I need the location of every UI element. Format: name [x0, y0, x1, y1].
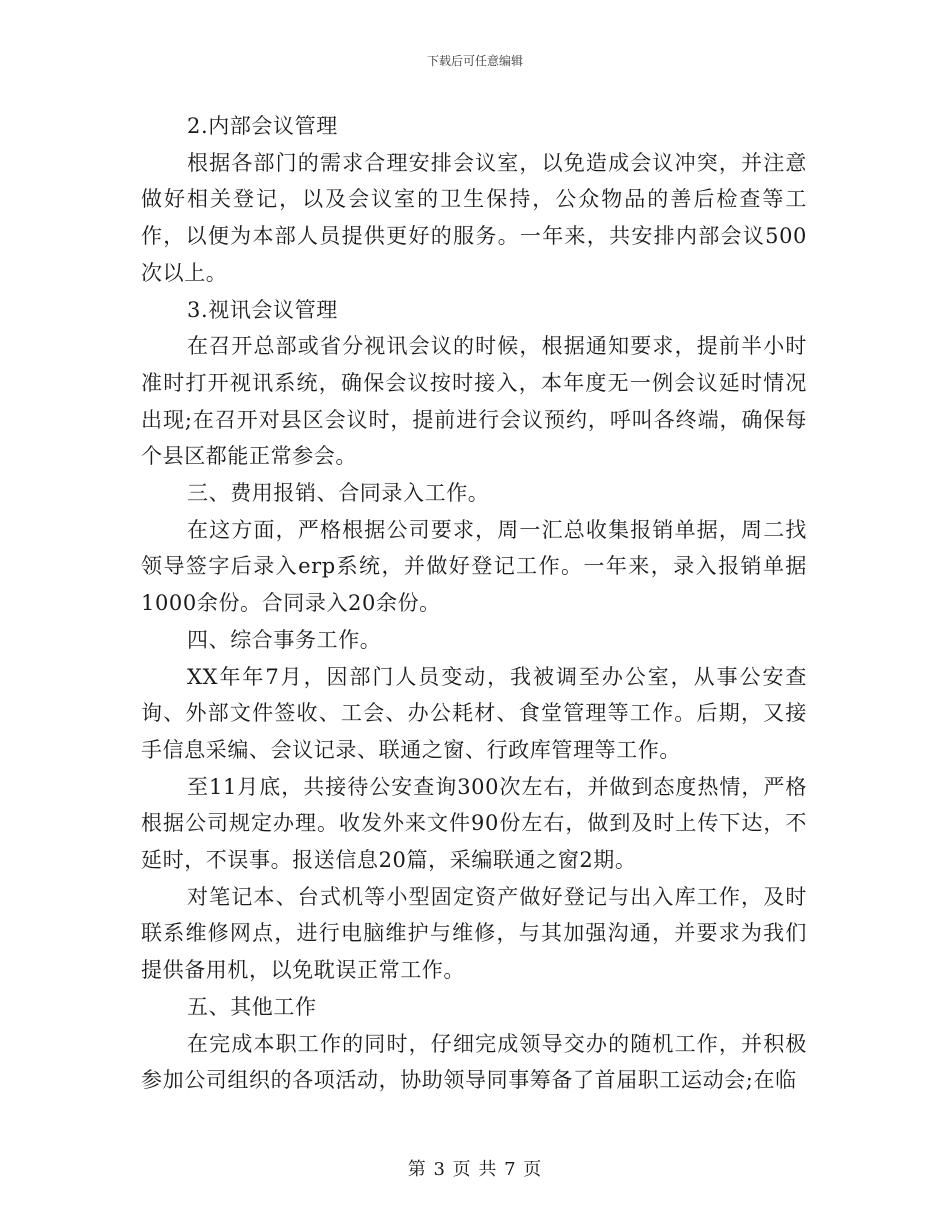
document-body: [141, 108, 807, 1099]
paragraph-general-affairs-3: 对笔记本、台式机等小型固定资产做好登记与出入库工作，及时联系维修网点，进行电脑维护与维修，与其加强沟通，并要求为我们提供备用机，以免耽误正常工作。: [141, 884, 807, 983]
section-heading-other-work: 五、其他工作: [187, 994, 317, 1019]
paragraph-general-affairs-1: XX年年7月，因部门人员变动，我被调至办公室，从事公安查询、外部文件签收、工会、办公耗材、食堂管理等工作。后期，又接手信息采编、会议记录、联通之窗、行政库管理等工作。: [141, 664, 807, 762]
section-heading-internal-meetings: 2.内部会议管理: [187, 114, 338, 138]
paragraph-reimbursement: 在这方面，严格根据公司要求，周一汇总收集报销单据，周二找领导签字后录入erp系统，并做好登记工作。一年来，录入报销单据1000余份。合同录入20余份。: [141, 517, 807, 616]
paragraph-internal-meetings: 根据各部门的需求合理安排会议室，以免造成会议冲突，并注意做好相关登记，以及会议室的卫生保持，公众物品的善后检查等工作，以便为本部人员提供更好的服务。一年来，共安排内部会议500次以上。: [141, 150, 807, 285]
section-heading-general-affairs: 四、综合事务工作。: [187, 627, 382, 652]
paragraph-video-meetings: 在召开总部或省分视讯会议的时候，根据通知要求，提前半小时准时打开视讯系统，确保会议按时接入，本年度无一例会议延时情况出现;在召开对县区会议时，提前进行会议预约，呼叫各终端，确保每个县区都能正常参会。: [141, 334, 807, 469]
paragraph-general-affairs-2: 至11月底，共接待公安查询300次左右，并做到态度热情，严格根据公司规定办理。收发外来文件90份左右，做到及时上传下达，不延时，不误事。报送信息20篇，采编联通之窗2期。: [141, 774, 807, 873]
section-heading-reimbursement: 三、费用报销、合同录入工作。: [187, 481, 490, 506]
page-number: 第 3 页 共 7 页: [407, 1159, 543, 1180]
section-heading-video-meetings: 3.视讯会议管理: [187, 297, 338, 322]
page-header: 下载后可任意编辑: [426, 54, 523, 68]
paragraph-other-work: 在完成本职工作的同时，仔细完成领导交办的随机工作，并积极参加公司组织的各项活动，协助领导同事筹备了首届职工运动会;在临: [141, 1031, 807, 1093]
